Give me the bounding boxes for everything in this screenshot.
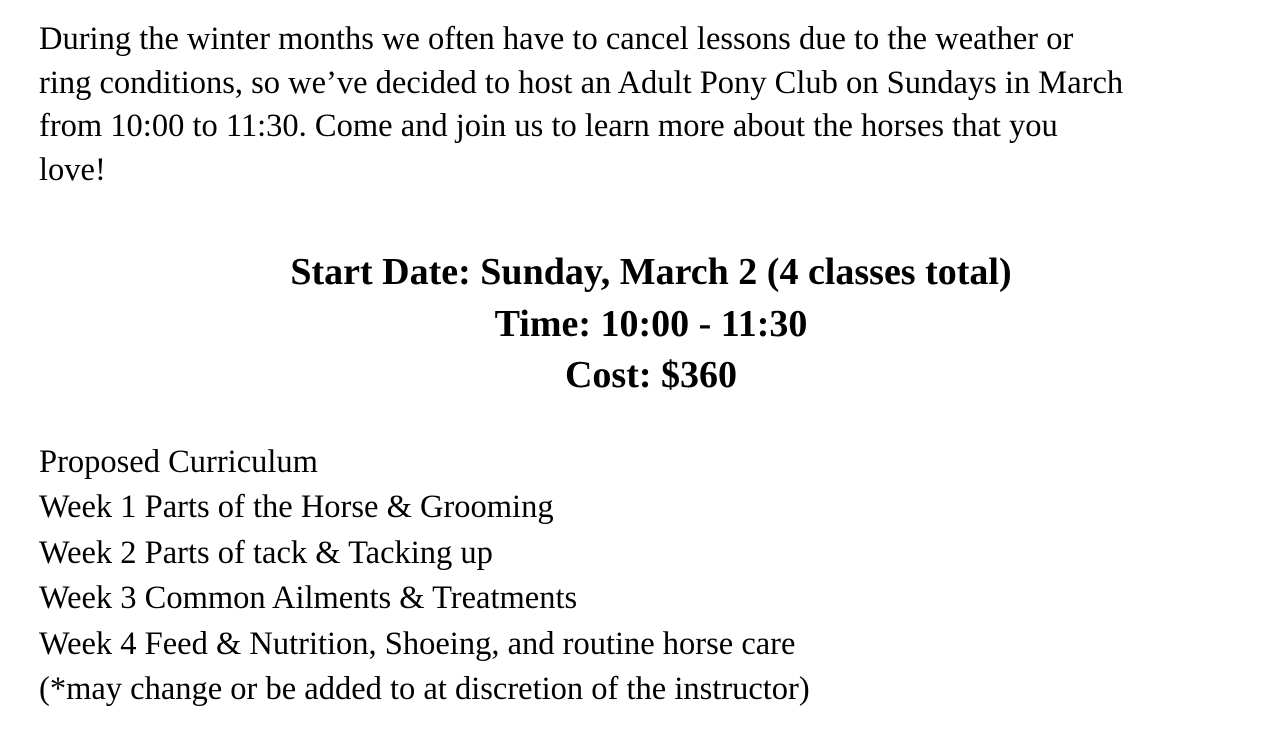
intro-paragraph (39, 18, 1269, 192)
curriculum-heading: Proposed Curriculum (39, 443, 318, 480)
curriculum-week-4: Week 4 Feed & Nutrition, Shoeing, and routine horse care (39, 625, 796, 662)
intro-line: ring conditions, so we’ve decided to host an Adult Pony Club on Sundays in March (39, 64, 1124, 101)
document-page (39, 18, 1269, 713)
class-details (39, 247, 1263, 402)
curriculum-week-2: Week 2 Parts of tack & Tacking up (39, 534, 493, 571)
curriculum-week-1: Week 1 Parts of the Horse & Grooming (39, 489, 554, 525)
intro-line: from 10:00 to 11:30. Come and join us to learn more about the horses that you (39, 108, 1058, 144)
curriculum-section (39, 440, 1269, 713)
class-time: Time: 10:00 - 11:30 (494, 302, 808, 345)
intro-line: During the winter months we often have to cancel lessons due to the weather or (39, 21, 1074, 57)
curriculum-week-3: Week 3 Common Ailments & Treatments (39, 580, 578, 616)
start-date: Start Date: Sunday, March 2 (4 classes total) (290, 251, 1012, 293)
curriculum-note: (*may change or be added to at discretion of the instructor) (39, 671, 810, 707)
intro-line: love! (39, 151, 106, 188)
class-cost: Cost: $360 (564, 354, 738, 396)
